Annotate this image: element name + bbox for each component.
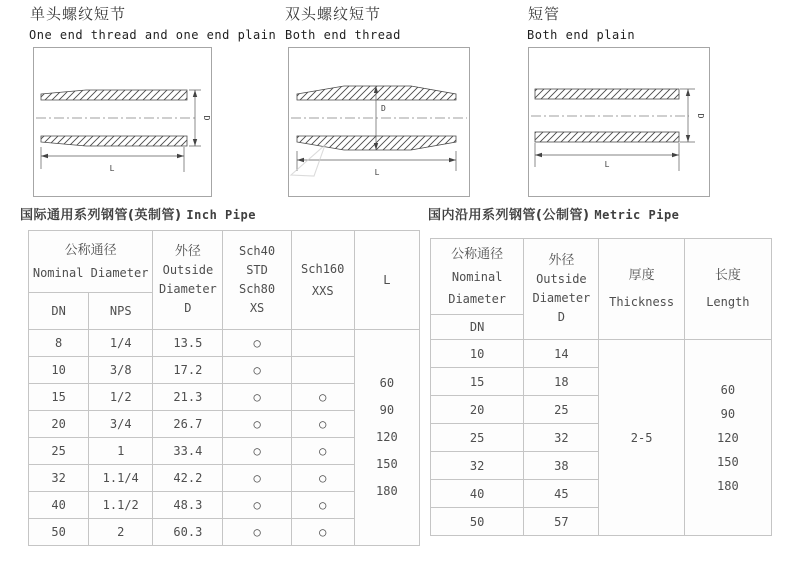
variant1-title-en: One end thread and one end plain <box>29 28 277 42</box>
cell-dn: 8 <box>29 330 89 357</box>
cell-dn: 15 <box>29 384 89 411</box>
cell-dn: 25 <box>431 424 524 452</box>
pipe-top-wall <box>41 90 187 100</box>
variant3-title-en: Both end plain <box>527 28 636 42</box>
inch-section-heading <box>20 204 256 223</box>
cell-od: 33.4 <box>153 438 223 465</box>
cell-dn: 20 <box>29 411 89 438</box>
cell-lengths <box>354 330 419 546</box>
cell-sch160-mark: ○ <box>291 492 354 519</box>
cell-nps: 3/8 <box>89 357 153 384</box>
cell-sch40-mark: ○ <box>223 330 291 357</box>
cell-od: 25 <box>524 396 599 424</box>
header-line: Diameter <box>448 291 507 306</box>
metric-section-heading <box>428 204 679 223</box>
cell-od: 57 <box>524 508 599 536</box>
arrowhead <box>686 89 690 96</box>
cell-od: 21.3 <box>153 384 223 411</box>
cell-sch160-mark: ○ <box>291 519 354 546</box>
length-label: L <box>604 160 610 169</box>
variant2-title-zh: 双头螺纹短节 <box>285 5 382 23</box>
metric-heading-zh: 国内沿用系列钢管(公制管) <box>428 208 590 223</box>
col-header-nominal-diameter <box>29 231 153 293</box>
cell-sch40-mark: ○ <box>223 384 291 411</box>
cell-dn: 10 <box>29 357 89 384</box>
cell-od: 14 <box>524 340 599 368</box>
header-label-en: Length <box>706 295 750 309</box>
diagram-both-end-plain <box>528 47 710 197</box>
arrowhead <box>535 153 542 157</box>
cell-od: 60.3 <box>153 519 223 546</box>
col-header-sch40 <box>223 231 291 330</box>
metric-pipe-table <box>430 238 772 536</box>
cell-nps: 1/2 <box>89 384 153 411</box>
cell-od: 45 <box>524 480 599 508</box>
cell-sch40-mark: ○ <box>223 492 291 519</box>
length-value: 60 <box>379 376 395 390</box>
length-value: 150 <box>376 457 398 471</box>
diameter-label: D <box>381 104 386 113</box>
header-label-en: Thickness <box>609 295 675 309</box>
cell-sch160-mark: ○ <box>291 411 354 438</box>
pipe-drawing-one-end-thread <box>34 48 211 196</box>
watermark <box>291 145 325 176</box>
length-value: 150 <box>717 454 739 469</box>
length-label: L <box>109 164 115 173</box>
header-label-en: Nominal Diameter <box>32 265 149 280</box>
cell-dn: 50 <box>29 519 89 546</box>
arrowhead <box>193 90 197 97</box>
col-header-length: L <box>354 231 419 330</box>
arrowhead <box>177 154 184 158</box>
header-label-zh: 公称通径 <box>451 246 504 262</box>
cell-nps: 1 <box>89 438 153 465</box>
arrowhead <box>672 153 679 157</box>
header-line: 外径 <box>174 244 201 259</box>
col-header-thickness <box>599 239 684 340</box>
diagram-both-end-thread <box>288 47 470 197</box>
col-header-length <box>684 239 771 340</box>
cell-thickness: 2-5 <box>599 340 684 536</box>
arrowhead <box>686 135 690 142</box>
arrowhead <box>449 158 456 162</box>
length-label: L <box>374 168 380 177</box>
header-line: D <box>557 310 565 324</box>
header-line: D <box>184 301 192 315</box>
diameter-label: D <box>202 115 211 121</box>
header-label-zh: 公称通径 <box>64 242 117 258</box>
col-header-nps: NPS <box>89 293 153 330</box>
cell-od: 42.2 <box>153 465 223 492</box>
cell-dn: 25 <box>29 438 89 465</box>
cell-sch40-mark: ○ <box>223 357 291 384</box>
cell-dn: 32 <box>431 452 524 480</box>
inch-pipe-table <box>28 230 420 546</box>
cell-sch40-mark: ○ <box>223 465 291 492</box>
diagram-one-end-thread <box>33 47 212 197</box>
cell-sch40-mark: ○ <box>223 519 291 546</box>
header-line: Sch160 <box>301 262 345 276</box>
header-label-zh: 长度 <box>714 268 741 283</box>
cell-dn: 15 <box>431 368 524 396</box>
cell-sch160-mark: ○ <box>291 384 354 411</box>
col-header-dn: DN <box>29 293 89 330</box>
length-value: 60 <box>720 382 736 397</box>
header-line: Outside <box>536 272 587 286</box>
diameter-label: D <box>696 113 705 119</box>
header-row-group <box>29 231 420 293</box>
inch-heading-zh: 国际通用系列钢管(英制管) <box>20 208 182 223</box>
arrowhead <box>297 158 304 162</box>
header-line: STD <box>246 263 268 277</box>
cell-dn: 20 <box>431 396 524 424</box>
length-value: 120 <box>717 430 739 445</box>
header-line: Sch80 <box>238 282 276 296</box>
metric-heading-en: Metric Pipe <box>594 208 680 222</box>
header-line: Diameter <box>158 282 217 296</box>
header-row-group <box>431 239 772 315</box>
cell-dn: 40 <box>431 480 524 508</box>
inch-heading-en: Inch Pipe <box>186 208 256 222</box>
table-row <box>29 330 420 357</box>
cell-dn: 10 <box>431 340 524 368</box>
cell-od: 18 <box>524 368 599 396</box>
length-value: 90 <box>379 403 395 417</box>
cell-lengths <box>684 340 771 536</box>
pipe-drawing-both-end-plain <box>529 48 709 196</box>
cell-od: 17.2 <box>153 357 223 384</box>
cell-sch160-mark: ○ <box>291 438 354 465</box>
cell-sch160-mark: ○ <box>291 465 354 492</box>
cell-nps: 1/4 <box>89 330 153 357</box>
col-header-outside-diameter <box>153 231 223 330</box>
variant2-title-en: Both end thread <box>285 28 401 42</box>
header-line: Diameter <box>532 291 591 305</box>
header-line: Outside <box>162 263 214 277</box>
cell-dn: 40 <box>29 492 89 519</box>
cell-sch160-mark <box>291 357 354 384</box>
cell-dn: 50 <box>431 508 524 536</box>
header-line: XXS <box>311 284 334 298</box>
length-value: 120 <box>376 430 398 444</box>
header-line: 外径 <box>548 253 575 268</box>
variant3-title-zh: 短管 <box>528 5 561 23</box>
cell-sch40-mark: ○ <box>223 438 291 465</box>
cell-nps: 3/4 <box>89 411 153 438</box>
cell-sch160-mark <box>291 330 354 357</box>
header-line: Sch40 <box>238 244 276 258</box>
cell-od: 38 <box>524 452 599 480</box>
cell-nps: 2 <box>89 519 153 546</box>
cell-od: 32 <box>524 424 599 452</box>
header-line: XS <box>249 301 265 315</box>
length-value: 180 <box>717 478 739 493</box>
col-header-nominal-diameter <box>431 239 524 315</box>
pipe-top-wall <box>535 89 679 99</box>
cell-sch40-mark: ○ <box>223 411 291 438</box>
col-header-outside-diameter <box>524 239 599 340</box>
cell-nps: 1.1/4 <box>89 465 153 492</box>
pipe-bottom-wall <box>535 132 679 142</box>
cell-od: 26.7 <box>153 411 223 438</box>
cell-od: 48.3 <box>153 492 223 519</box>
pipe-bottom-wall <box>41 136 187 146</box>
length-value: 90 <box>720 406 736 421</box>
cell-dn: 32 <box>29 465 89 492</box>
cell-nps: 1.1/2 <box>89 492 153 519</box>
table-row <box>431 340 772 368</box>
length-value: 180 <box>376 484 398 498</box>
col-header-dn: DN <box>431 315 524 340</box>
col-header-sch160 <box>291 231 354 330</box>
arrowhead <box>193 139 197 146</box>
variant1-title-zh: 单头螺纹短节 <box>30 5 127 23</box>
arrowhead <box>41 154 48 158</box>
pipe-drawing-both-end-thread <box>289 48 469 196</box>
header-line: Nominal <box>451 269 503 284</box>
header-label-zh: 厚度 <box>628 268 655 283</box>
cell-od: 13.5 <box>153 330 223 357</box>
